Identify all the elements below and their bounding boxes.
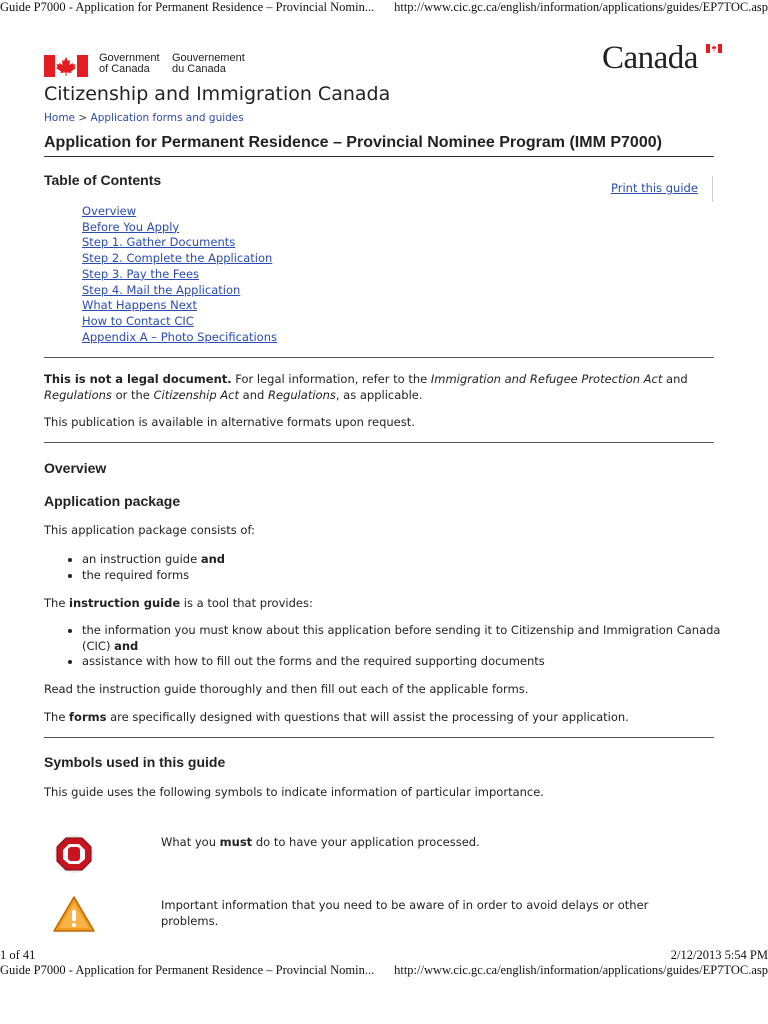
section-divider: [44, 737, 714, 738]
stop-symbol-description: [161, 834, 701, 850]
gov-fr-line1: Gouvernement: [172, 52, 245, 64]
instruction-guide-intro: [44, 596, 724, 612]
package-list: [70, 552, 732, 583]
print-footer: [0, 948, 768, 978]
text: The: [44, 710, 70, 724]
legal-regulations: Regulations: [44, 387, 112, 402]
print-footer-title: Guide P7000 - Application for Permanent Residence – Provincial Nomin...: [0, 963, 375, 977]
section-divider: [44, 357, 714, 358]
toc-link-appendix-a[interactable]: Appendix A – Photo Specifications: [82, 329, 278, 344]
symbols-intro: This guide uses the following symbols to indicate information of particular importance.: [44, 785, 544, 799]
list-item-bold: and: [200, 552, 226, 566]
legal-text: and: [662, 372, 688, 386]
legal-notice: [44, 372, 724, 403]
text: are specifically designed with questions that will assist the processing of your application.: [106, 710, 629, 724]
wordmark-flag-icon: [706, 44, 722, 53]
toc-item: [82, 220, 277, 236]
breadcrumb-home-link[interactable]: Home: [44, 112, 76, 124]
print-datetime: 2/12/2013 5:54 PM: [670, 948, 768, 962]
list-item-text: assistance with how to fill out the forms and the required supporting documents: [82, 654, 545, 668]
list-item: [82, 552, 732, 568]
canada-wordmark: Canada: [602, 40, 698, 76]
text: The: [44, 596, 70, 610]
list-item-text: an instruction guide: [82, 552, 201, 566]
list-item-bold: and: [114, 638, 139, 653]
legal-act-name: Immigration and Refugee Protection Act: [430, 372, 663, 386]
toc-heading: Table of Contents: [44, 172, 162, 188]
alt-formats-note: This publication is available in alternative formats upon request.: [44, 415, 415, 429]
legal-text: and: [239, 387, 268, 402]
print-header: [0, 0, 768, 16]
breadcrumb-separator: >: [78, 112, 88, 124]
print-footer-row: [0, 963, 768, 978]
gov-fr-line2: du Canada: [172, 63, 226, 75]
government-of-canada-fr: [172, 53, 245, 75]
guide-list: [70, 623, 732, 670]
section-divider: [44, 442, 714, 443]
government-of-canada-en: [99, 53, 160, 75]
text: What you: [161, 835, 220, 849]
overview-heading: Overview: [44, 460, 107, 476]
print-header-title: Guide P7000 - Application for Permanent Residence – Provincial Nomin...: [0, 0, 375, 14]
gov-en-line1: Government: [99, 52, 160, 64]
forms-term: forms: [69, 710, 107, 724]
symbols-heading: Symbols used in this guide: [44, 754, 226, 770]
toc-link-step-1[interactable]: Step 1. Gather Documents: [82, 235, 236, 250]
legal-notice-bold: This is not a legal document.: [44, 372, 232, 386]
toc-item: [82, 314, 277, 330]
breadcrumb: [44, 112, 244, 124]
toc-item: [82, 251, 277, 267]
toc-link-step-3[interactable]: Step 3. Pay the Fees: [82, 266, 200, 281]
legal-citizenship-act: Citizenship Act: [153, 387, 239, 402]
toc-link-before-you-apply[interactable]: Before You Apply: [82, 219, 180, 234]
text: do to have your application processed.: [252, 835, 480, 849]
toc-link-overview[interactable]: Overview: [82, 204, 137, 218]
forms-note: [44, 710, 724, 726]
toc-link-contact-cic[interactable]: How to Contact CIC: [82, 313, 194, 328]
site-title: Citizenship and Immigration Canada: [44, 83, 391, 105]
list-item-text: the required forms: [82, 567, 190, 582]
text: is a tool that provides:: [180, 596, 313, 610]
toc-link-step-4[interactable]: Step 4. Mail the Application: [82, 282, 241, 297]
page-count: 1 of 41: [0, 948, 36, 962]
breadcrumb-current-link[interactable]: Application forms and guides: [90, 112, 244, 124]
legal-text: or the: [111, 387, 154, 402]
instruction-guide-term: instruction guide: [69, 596, 181, 610]
print-guide-link[interactable]: Print this guide: [611, 181, 698, 195]
toc-item: [82, 283, 277, 299]
toc-item: [82, 235, 277, 251]
list-item: [82, 623, 732, 654]
print-footer-row: [0, 948, 768, 963]
legal-regulations: Regulations: [267, 387, 336, 402]
toc-link-step-2[interactable]: Step 2. Complete the Application: [82, 251, 273, 266]
legal-text: For legal information, refer to the: [231, 372, 431, 386]
read-guide-note: Read the instruction guide thoroughly and then fill out each of the applicable forms.: [44, 682, 529, 696]
legal-text: , as applicable.: [335, 387, 423, 402]
title-divider: [44, 156, 714, 157]
toc-link-what-happens-next[interactable]: What Happens Next: [82, 298, 197, 313]
toc-item: [82, 298, 277, 314]
page-title: Application for Permanent Residence – Provincial Nominee Program (IMM P7000): [44, 134, 662, 151]
toc-item: [82, 330, 277, 346]
package-intro: This application package consists of:: [44, 523, 255, 537]
list-item: [82, 654, 732, 670]
stop-icon: [51, 830, 97, 876]
toc-list: [82, 204, 277, 345]
list-item-text: the information you must know about this application before sending it to Citizenship and Immigration Canada (CIC): [82, 623, 721, 653]
canada-flag-icon: [44, 55, 88, 77]
toc-item: [82, 204, 277, 220]
print-footer-url: http://www.cic.gc.ca/english/information/applications/guides/EP7TOC.asp: [394, 963, 768, 977]
warning-symbol-description: Important information that you need to be aware of in order to avoid delays or other problems.: [161, 898, 649, 928]
application-package-heading: Application package: [44, 493, 181, 509]
print-header-url: http://www.cic.gc.ca/english/information/applications/guides/EP7TOC.asp: [394, 0, 768, 14]
warning-icon: [51, 893, 97, 939]
gov-en-line2: of Canada: [99, 63, 150, 75]
print-link-divider: [712, 176, 713, 202]
list-item: [82, 568, 732, 584]
must-term: must: [219, 835, 253, 849]
toc-item: [82, 267, 277, 283]
